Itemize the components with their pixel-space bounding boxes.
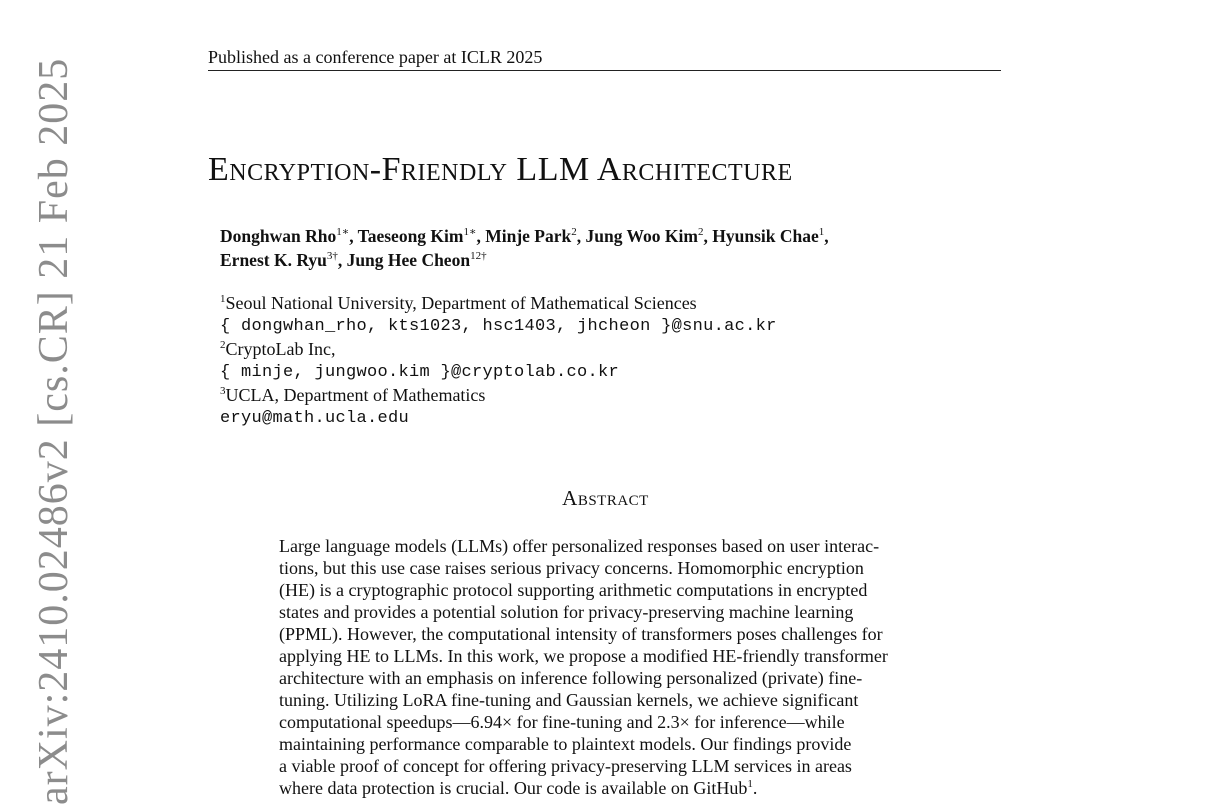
abstract-line: Large language models (LLMs) offer personalized responses based on user interac- [279,536,880,556]
abstract-line: maintaining performance comparable to plaintext models. Our findings provide [279,734,852,754]
author-affil-mark: 2 [571,226,577,239]
abstract-line: (HE) is a cryptographic protocol supporting arithmetic computations in encrypted [279,580,868,600]
author-name: Jung Hee Cheon [346,250,471,270]
author-affil-mark: 3† [326,250,338,263]
author-affil-mark: 1 [818,226,825,239]
abstract-line: a viable proof of concept for offering privacy-preserving LLM services in areas [279,756,852,776]
abstract-line: applying HE to LLMs. In this work, we propose a modified HE-friendly transformer [279,646,888,666]
affil-mark: 3 [220,385,226,397]
author-affil-mark: 1∗ [463,226,477,239]
abstract-line: where data protection is crucial. Our code is available on GitHub$^1$. [279,778,758,798]
paper-title: Encryption-Friendly LLM Architecture [208,151,793,188]
affiliation-emails: eryu@math.ucla.edu [220,409,410,428]
author-list: Donghwan Rho$^{1∗}$, Taeseong Kim$^{1∗}$, Minje Park$^2$, Jung Woo Kim$^2$, Hyunsik Chae$^1$, Ernest K. Ryu$^{3\dagger}$, Jung Hee Cheon$^{12\dagger}$ [220,226,829,270]
affil-mark: 1 [220,293,226,305]
abstract-line: states and provides a potential solution for privacy-preserving machine learning [279,602,854,622]
affiliations [220,292,980,430]
author-name: Minje Park [485,226,572,246]
footnote-mark[interactable]: 1 [747,778,753,790]
author-affil-mark: 12† [470,250,487,263]
author-name: Jung Woo Kim [585,226,698,246]
abstract-line: tions, but this use case raises serious privacy concerns. Homomorphic encryption [279,558,864,578]
abstract-line: computational speedups—6.94× for fine-tuning and 2.3× for inference—while [279,712,845,732]
arxiv-stamp: arXiv:2410.02486v2 [cs.CR] 21 Feb 2025 [31,57,77,805]
abstract-heading: Abstract [562,486,649,510]
abstract-line: architecture with an emphasis on inference following personalized (private) fine- [279,668,863,688]
abstract-line: (PPML). However, the computational intensity of transformers poses challenges for [279,624,883,644]
affiliation-name: UCLA, Department of Mathematics [225,385,486,405]
affiliation-name: Seoul National University, Department of Mathematical Sciences [225,293,697,313]
affil-mark: 2 [220,339,226,351]
abstract-body [279,535,930,799]
affiliation-name: CryptoLab Inc, [225,339,336,359]
author-name: Hyunsik Chae [712,226,819,246]
abstract-line: tuning. Utilizing LoRA fine-tuning and Gaussian kernels, we achieve significant [279,690,859,710]
affiliation-emails: { minje, jungwoo.kim }@cryptolab.co.kr [220,363,620,382]
author-name: Ernest K. Ryu [220,250,327,270]
author-affil-mark: 2 [698,226,704,239]
author-name: Taeseong Kim [357,226,464,246]
affiliation-emails: { dongwhan_rho, kts1023, hsc1403, jhcheon }@snu.ac.kr [220,317,777,336]
author-affil-mark: 1∗ [336,226,350,239]
author-name: Donghwan Rho [220,226,337,246]
running-header: Published as a conference paper at ICLR 2025 [208,46,1001,71]
